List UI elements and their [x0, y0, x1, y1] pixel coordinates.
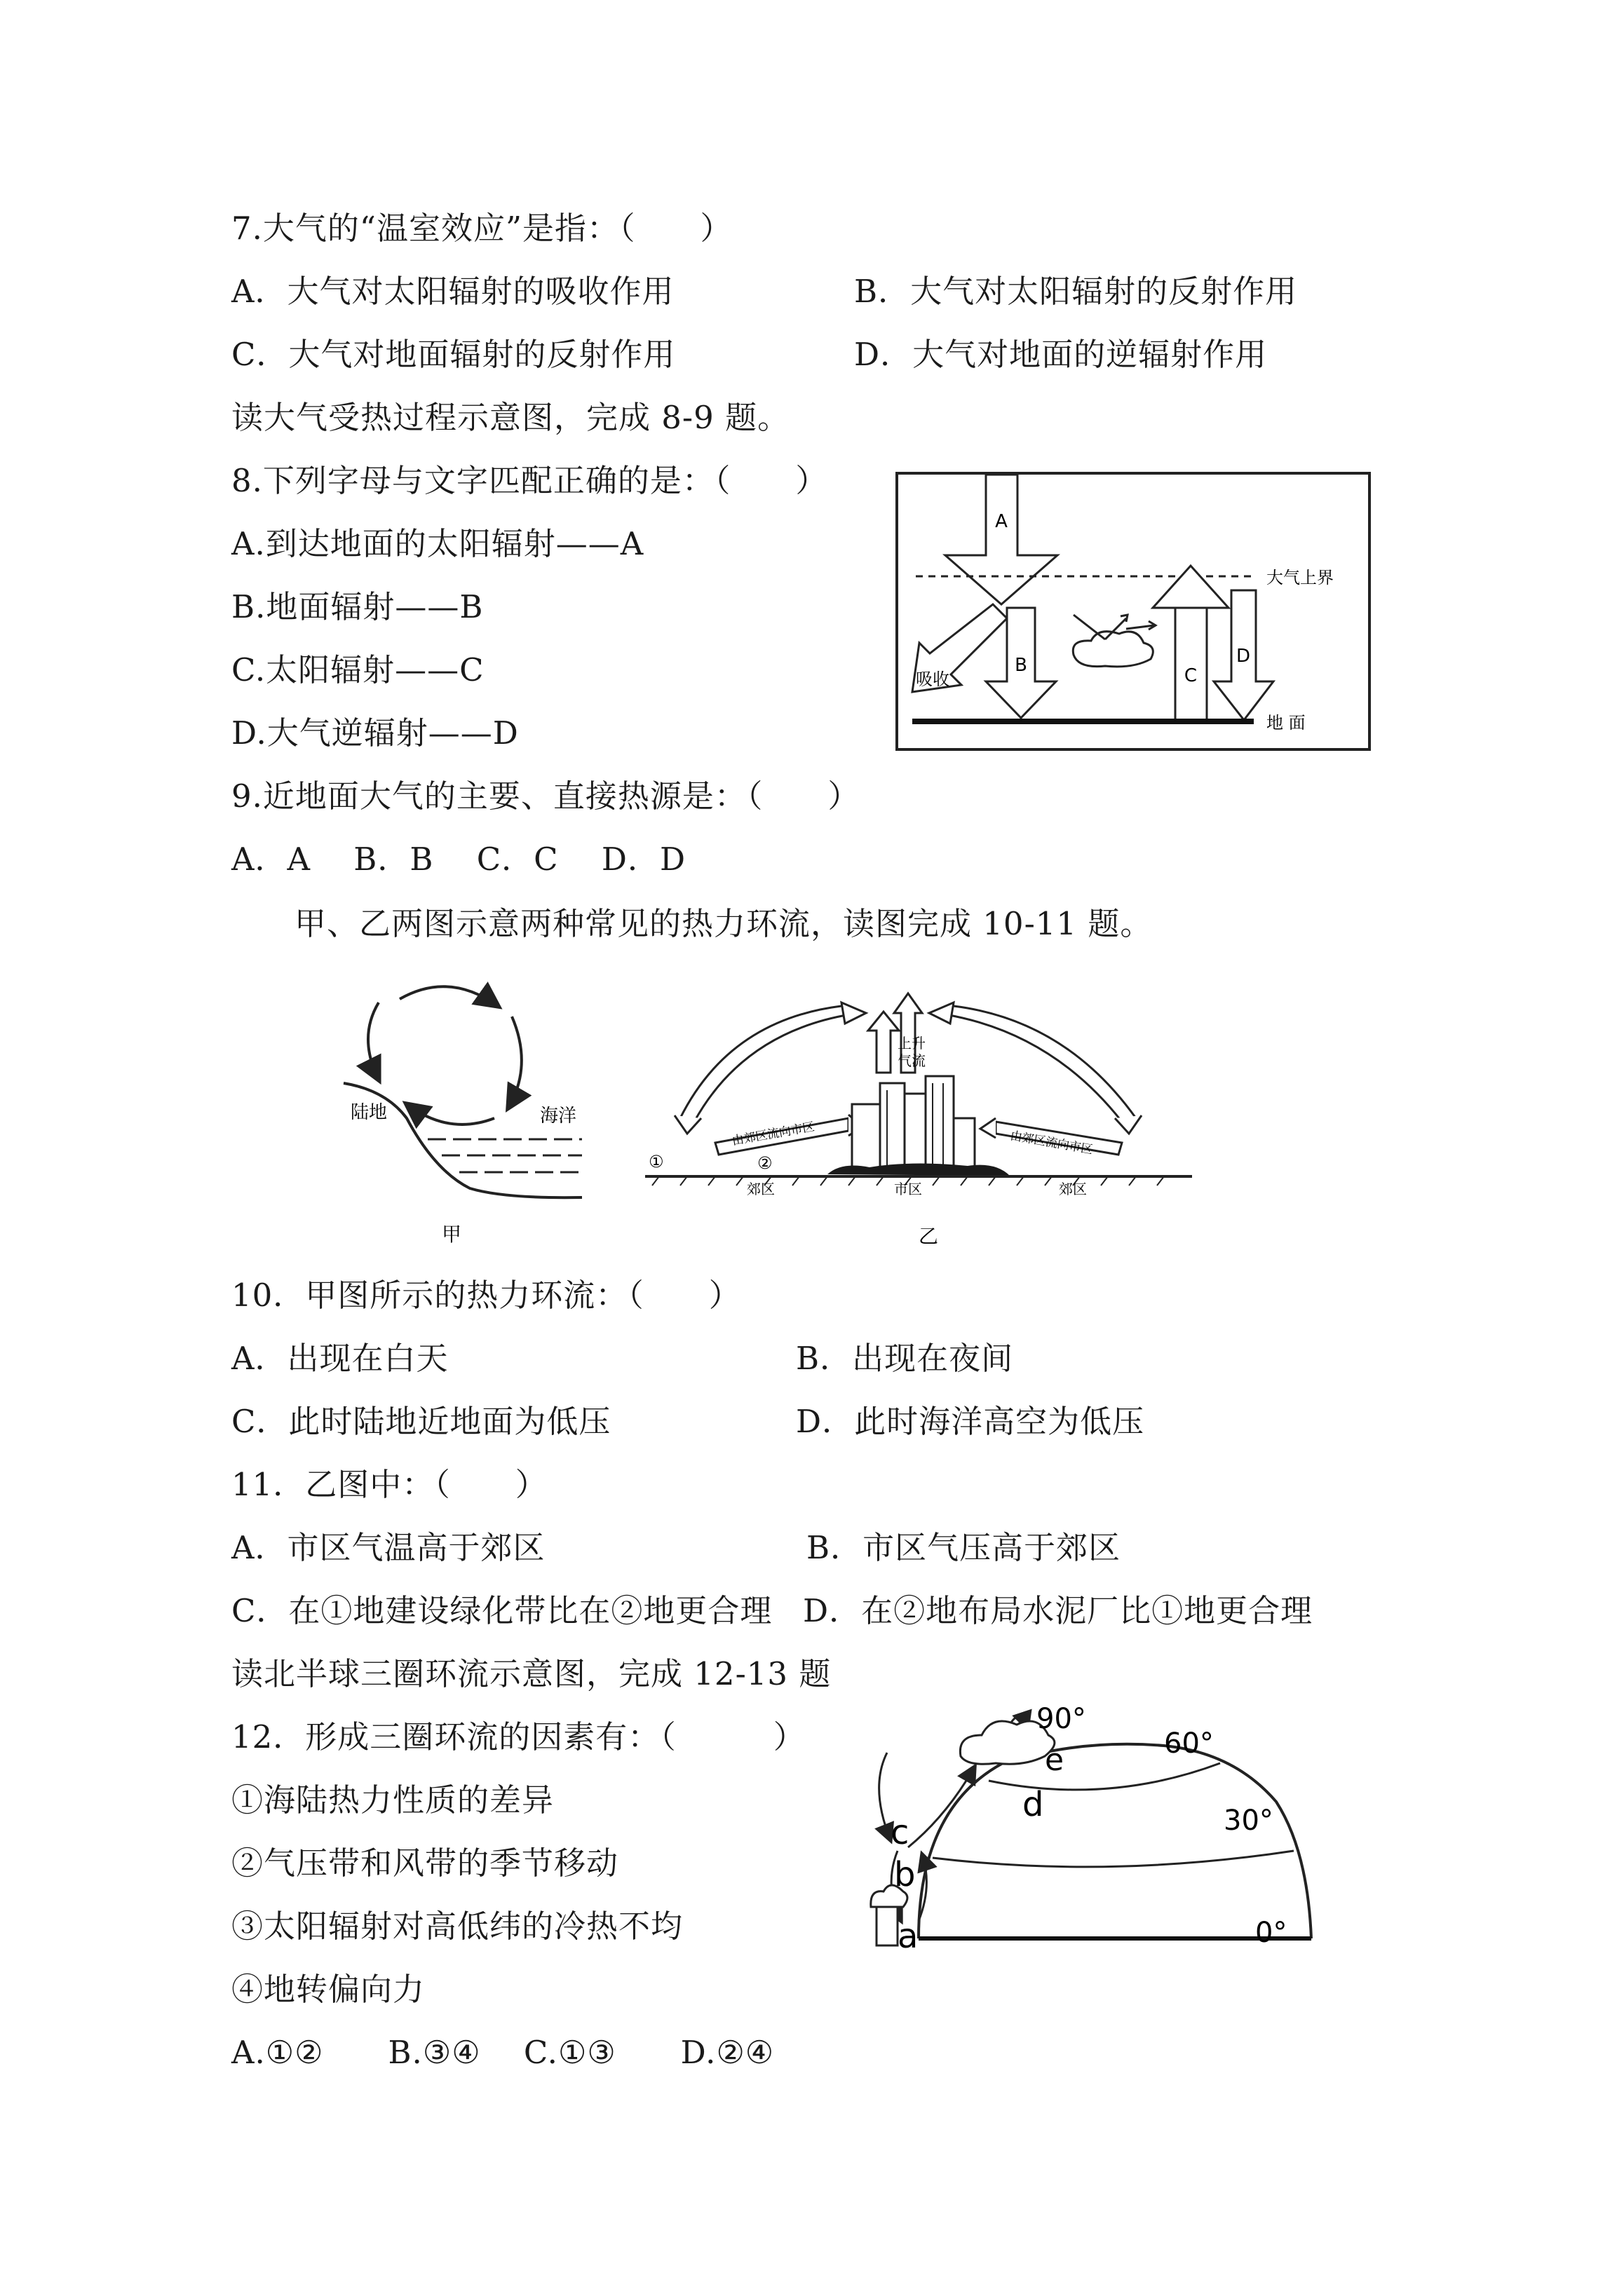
q11-option-c: C．在①地建设绿化带比在②地更合理 [231, 1592, 773, 1629]
q7-option-c: C．大气对地面辐射的反射作用 [231, 336, 676, 373]
q7-option-a: A．大气对太阳辐射的吸收作用 [231, 273, 675, 310]
label-suburb-right: 郊区 [1059, 1181, 1087, 1197]
q11-option-b: B．市区气压高于郊区 [806, 1529, 1121, 1566]
q10-option-a: A．出现在白天 [231, 1340, 449, 1377]
label-land: 陆地 [351, 1102, 388, 1123]
label-b: b [894, 1855, 916, 1894]
label-d: D [1236, 646, 1251, 667]
latitude-30 [933, 1851, 1294, 1867]
q10-option-b: B．出现在夜间 [796, 1340, 1014, 1377]
label-e: e [1045, 1742, 1064, 1778]
atmosphere-heating-diagram [895, 471, 1372, 752]
q7-stem: 7.大气的“温室效应”是指：（ ） [231, 210, 733, 247]
caption-jia: 甲 [442, 1223, 462, 1246]
q11-stem: 11．乙图中：（ ） [231, 1466, 548, 1503]
label-suburb-left: 郊区 [747, 1181, 775, 1197]
q10-stem: 10．甲图所示的热力环流：（ ） [231, 1277, 741, 1314]
q10-option-c: C．此时陆地近地面为低压 [231, 1403, 611, 1440]
label-rise-2: 气流 [898, 1052, 926, 1069]
three-cell-circulation-diagram [841, 1697, 1360, 1991]
label-circle-1: ① [649, 1152, 664, 1171]
urban-heat-island-diagram [645, 978, 1192, 1251]
label-c: c [891, 1813, 909, 1852]
q9-options: A．A B．B C．C D．D [231, 841, 686, 878]
q11-option-d: D．在②地布局水泥厂比①地更合理 [803, 1592, 1313, 1629]
intro-8-9: 读大气受热过程示意图，完成 8-9 题。 [231, 399, 790, 436]
label-30: 30° [1224, 1805, 1273, 1837]
q9-stem: 9.近地面大气的主要、直接热源是：（ ） [231, 777, 860, 815]
q12-item-1: ①海陆热力性质的差异 [231, 1781, 555, 1819]
label-left-flow: 由郊区流向市区 [731, 1120, 816, 1148]
label-90: 90° [1036, 1703, 1086, 1735]
label-d: d [1022, 1785, 1044, 1824]
q7-option-b: B．大气对太阳辐射的反射作用 [854, 273, 1298, 310]
q12-stem: 12．形成三圈环流的因素有：（ ） [231, 1718, 806, 1755]
label-60: 60° [1164, 1727, 1214, 1760]
city-buildings [852, 1076, 975, 1171]
label-a: A [995, 511, 1008, 532]
q12-item-3: ③太阳辐射对高低纬的冷热不均 [231, 1908, 684, 1945]
q10-option-d: D．此时海洋高空为低压 [796, 1403, 1145, 1440]
q7-option-d: D．大气对地面的逆辐射作用 [854, 336, 1268, 373]
q8-stem: 8.下列字母与文字匹配正确的是：（ ） [231, 462, 828, 499]
coast-profile [344, 1083, 582, 1197]
q11-option-a: A．市区气温高于郊区 [231, 1529, 546, 1566]
label-top-boundary: 大气上界 [1266, 568, 1334, 587]
land-sea-breeze-diagram [330, 974, 610, 1248]
label-right-flow: 由郊区流向市区 [1009, 1129, 1094, 1157]
label-b: B [1015, 655, 1027, 676]
label-rise-1: 上升 [898, 1035, 926, 1052]
q12-item-4: ④地转偏向力 [231, 1971, 426, 2008]
label-0: 0° [1255, 1917, 1287, 1949]
q8-option-c: C.太阳辐射——C [231, 651, 485, 688]
label-ocean: 海洋 [540, 1106, 577, 1127]
q8-option-b: B.地面辐射——B [231, 588, 484, 625]
label-ground: 地 面 [1266, 713, 1306, 733]
label-city: 市区 [894, 1181, 922, 1197]
label-circle-2: ② [757, 1153, 773, 1173]
hemisphere-outline [919, 1744, 1311, 1938]
q12-item-2: ②气压带和风带的季节移动 [231, 1845, 619, 1882]
rising-air-icon [877, 1907, 898, 1945]
intro-10-11: 甲、乙两图示意两种常见的热力环流，读图完成 10-11 题。 [295, 905, 1153, 942]
label-a: a [898, 1917, 919, 1956]
q8-option-a: A.到达地面的太阳辐射——A [231, 525, 644, 562]
intro-12-13: 读北半球三圈环流示意图，完成 12-13 题 [231, 1655, 832, 1692]
label-absorb: 吸收 [916, 670, 949, 689]
label-c: C [1184, 665, 1198, 686]
q12-options: A.①② B.③④ C.①③ D.②④ [231, 2034, 775, 2071]
caption-yi: 乙 [919, 1225, 939, 1248]
q8-option-d: D.大气逆辐射——D [231, 714, 519, 752]
